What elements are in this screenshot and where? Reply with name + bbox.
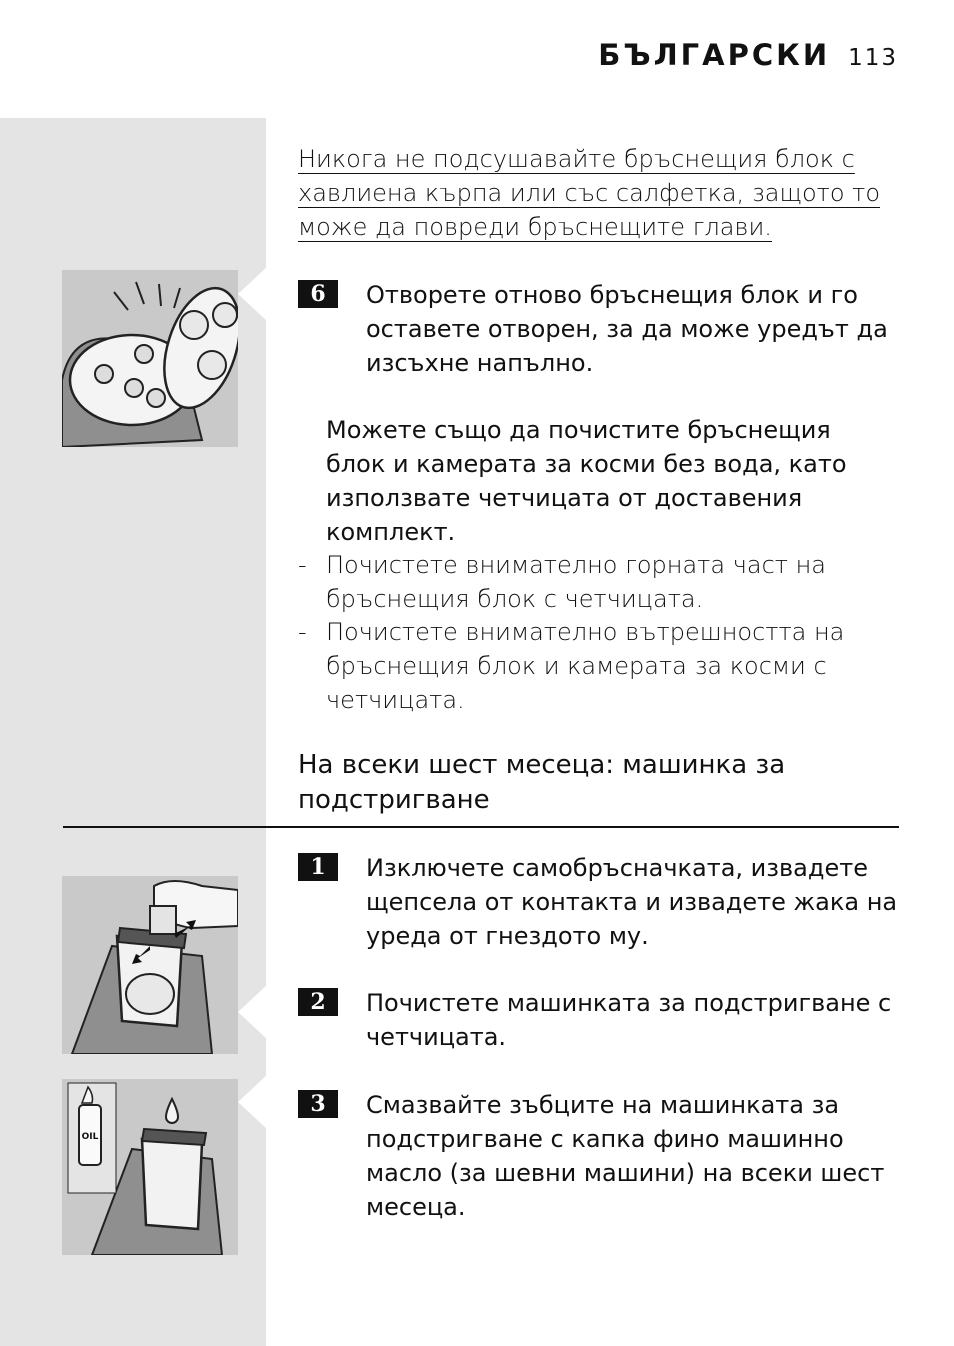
trimmer-oil-drawing xyxy=(62,1079,238,1255)
section-heading: На всеки шест месеца: машинка за подстригване xyxy=(298,750,786,815)
illustration-open-shaving-unit xyxy=(62,270,238,447)
page-number: 113 xyxy=(848,45,898,71)
step-1 xyxy=(298,851,908,953)
illustration-brush-trimmer xyxy=(62,876,238,1054)
illustration-oil-trimmer xyxy=(62,1079,238,1255)
step-number: 1 xyxy=(298,853,338,881)
step-3 xyxy=(298,1088,908,1224)
step-text: Изключете самобръсначката, извадете щепсела от контакта и извадете жака на уреда от гнездото му. xyxy=(366,854,898,950)
trimmer-brush-drawing xyxy=(62,876,238,1054)
bullet-text: Почистете внимателно горната част на бръснещия блок с четчицата. xyxy=(326,551,826,613)
step-2 xyxy=(298,986,908,1054)
page-header xyxy=(598,38,898,72)
brush-paragraph: Можете също да почистите бръснещия блок и камерата за косми без вода, като използвате четчицата от доставения комплект. xyxy=(326,416,847,546)
pointer-notch xyxy=(238,1074,268,1130)
oil-label: OIL xyxy=(81,1132,99,1142)
step-text: Отворете отново бръснещия блок и го оставете отворен, за да може уредът да изсъхне напълно. xyxy=(366,281,888,377)
step-text: Почистете машинката за подстригване с четчицата. xyxy=(366,989,892,1051)
bullet-item xyxy=(298,548,898,616)
step-number: 3 xyxy=(298,1090,338,1118)
pointer-notch xyxy=(238,266,268,322)
open-shaver-drawing xyxy=(62,270,238,447)
bullet-item xyxy=(298,615,898,717)
bullet-text: Почистете внимателно вътрешността на бръснещия блок и камерата за косми с четчицата. xyxy=(326,618,845,714)
section-divider xyxy=(63,826,899,828)
language-title: БЪЛГАРСКИ xyxy=(598,38,831,72)
step-number: 6 xyxy=(298,280,338,308)
bullet-dash: - xyxy=(298,551,307,579)
step-text: Смазвайте зъбците на машинката за подстригване с капка фино машинно масло (за шевни машини) на всеки шест месеца. xyxy=(366,1091,885,1221)
step-6 xyxy=(298,278,908,380)
step-number: 2 xyxy=(298,988,338,1016)
warning-text: Никога не подсушавайте бръснещия блок с хавлиена кърпа или със салфетка, защото то може да повреди бръснещите глави. xyxy=(298,145,881,241)
pointer-notch xyxy=(238,984,268,1040)
bullet-dash: - xyxy=(298,618,307,646)
